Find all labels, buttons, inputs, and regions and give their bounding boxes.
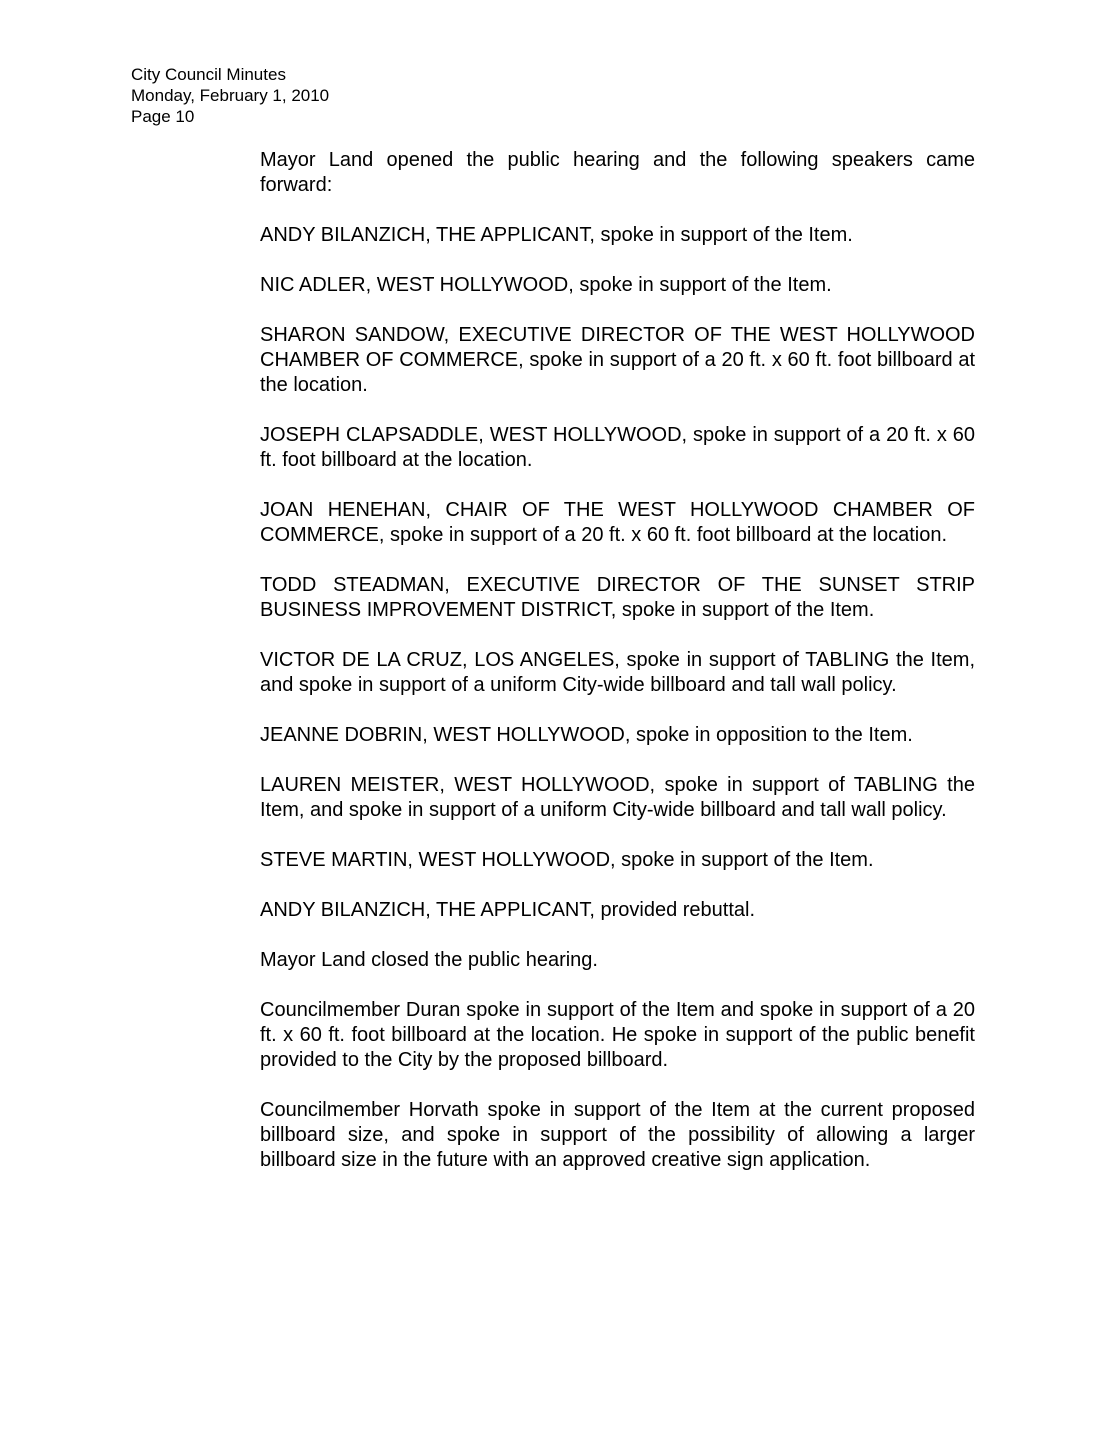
paragraph-speaker: TODD STEADMAN, EXECUTIVE DIRECTOR OF THE SUNSET STRIP BUSINESS IMPROVEMENT DISTRICT, spoke in support of the Item. <box>260 574 975 621</box>
document-title: City Council Minutes <box>131 65 286 84</box>
paragraph-hearing-closed: Mayor Land closed the public hearing. <box>260 949 598 971</box>
paragraph-speaker: SHARON SANDOW, EXECUTIVE DIRECTOR OF THE WEST HOLLYWOOD CHAMBER OF COMMERCE, spoke in support of a 20 ft. x 60 ft. foot billboard at the location. <box>260 324 975 396</box>
paragraph-speaker: ANDY BILANZICH, THE APPLICANT, spoke in support of the Item. <box>260 224 853 246</box>
page-number: Page 10 <box>131 107 195 126</box>
paragraph-speaker: VICTOR DE LA CRUZ, LOS ANGELES, spoke in support of TABLING the Item, and spoke in support of a uniform City-wide billboard and tall wall policy. <box>260 649 975 696</box>
paragraph-speaker: JOAN HENEHAN, CHAIR OF THE WEST HOLLYWOOD CHAMBER OF COMMERCE, spoke in support of a 20 ft. x 60 ft. foot billboard at the location. <box>260 499 975 546</box>
meeting-date: Monday, February 1, 2010 <box>131 86 330 105</box>
paragraph-speaker: LAUREN MEISTER, WEST HOLLYWOOD, spoke in support of TABLING the Item, and spoke in support of a uniform City-wide billboard and tall wall policy. <box>260 774 975 821</box>
paragraph-speaker: NIC ADLER, WEST HOLLYWOOD, spoke in support of the Item. <box>260 274 832 296</box>
page-header <box>131 64 329 127</box>
paragraph-council-comment: Councilmember Duran spoke in support of the Item and spoke in support of a 20 ft. x 60 ft. foot billboard at the location. He spoke in support of the public benefit provided to the City by the proposed billboard. <box>260 999 975 1071</box>
paragraph-rebuttal: ANDY BILANZICH, THE APPLICANT, provided rebuttal. <box>260 899 756 921</box>
minutes-body <box>260 148 975 1198</box>
paragraph-speaker: STEVE MARTIN, WEST HOLLYWOOD, spoke in support of the Item. <box>260 849 874 871</box>
paragraph-hearing-opened: Mayor Land opened the public hearing and the following speakers came forward: <box>260 149 975 196</box>
paragraph-council-comment: Councilmember Horvath spoke in support of the Item at the current proposed billboard size, and spoke in support of the possibility of allowing a larger billboard size in the future with an approved creative sign application. <box>260 1099 975 1171</box>
paragraph-speaker: JEANNE DOBRIN, WEST HOLLYWOOD, spoke in opposition to the Item. <box>260 724 913 746</box>
paragraph-speaker: JOSEPH CLAPSADDLE, WEST HOLLYWOOD, spoke in support of a 20 ft. x 60 ft. foot billboard at the location. <box>260 424 975 471</box>
